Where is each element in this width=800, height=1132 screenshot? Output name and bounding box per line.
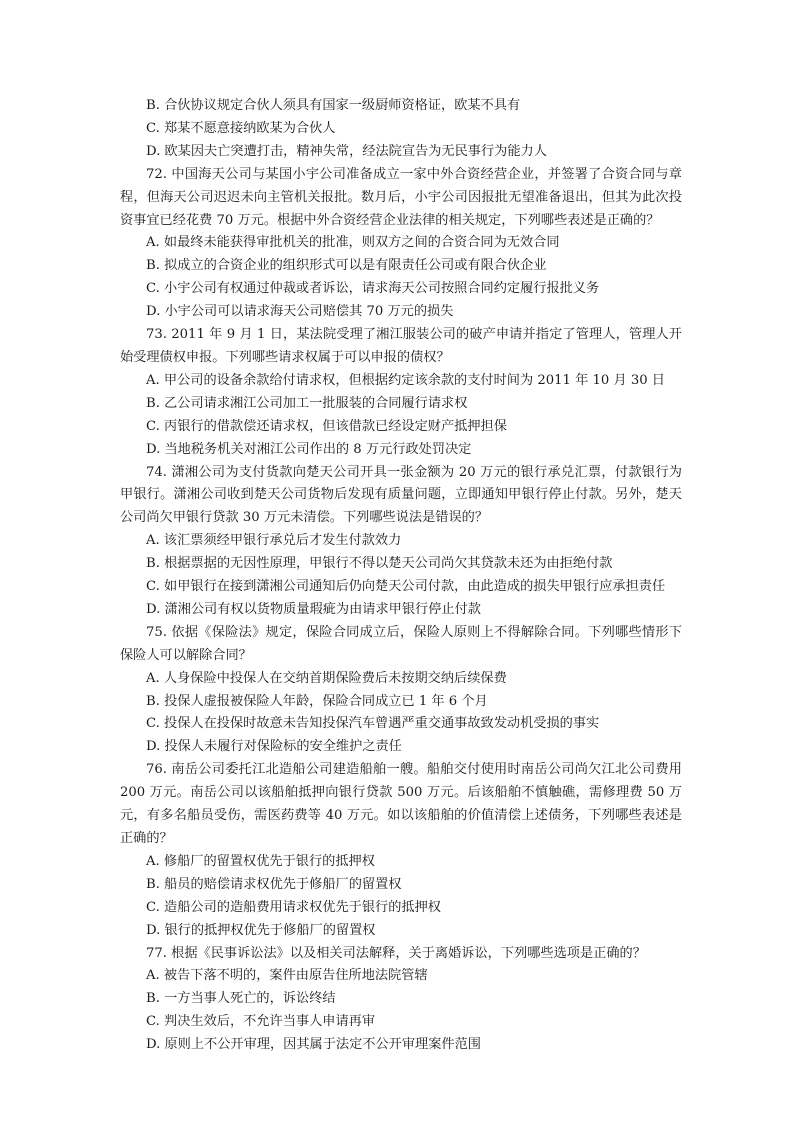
option-c: C. 小宇公司有权通过仲裁或者诉讼，请求海天公司按照合同约定履行报批义务: [146, 281, 600, 297]
option-c: C. 丙银行的借款偿还请求权，但该借款已经设定财产抵押担保: [146, 418, 507, 434]
option-a: A. 该汇票须经甲银行承兑后才发生付款效力: [146, 533, 402, 549]
exam-page: [120, 95, 682, 1057]
question-74: [120, 462, 682, 622]
option-b: B. 投保人虚报被保险人年龄，保险合同成立已 1 年 6 个月: [146, 693, 488, 709]
option-d: D. 当地税务机关对湘江公司作出的 8 万元行政处罚决定: [146, 441, 472, 457]
option-b: B. 船员的赔偿请求权优先于修船厂的留置权: [146, 876, 402, 892]
question-stem: 76. 南岳公司委托江北造船公司建造船舶一艘。船舶交付使用时南岳公司尚欠江北公司费用 200 万元。南岳公司以该船舶抵押向银行贷款 500 万元。后该船舶不慎触礁，需修理费 50 万元，有多名船员受伤，需医药费等 40 万元。如以该船舶的价值清偿上述债务，下列哪些表述是正确的？: [120, 762, 682, 846]
question-stem: 77. 根据《民事诉讼法》以及相关司法解释，关于离婚诉讼，下列哪些选项是正确的？: [146, 945, 646, 961]
question-stem: 72. 中国海天公司与某国小宇公司准备成立一家中外合资经营企业，并签署了合资合同与章程，但海天公司迟迟未向主管机关报批。数月后，小宇公司因报批无望准备退出，但其为此次投资事宜已经花费 70 万元。根据中外合资经营企业法律的相关规定，下列哪些表述是正确的？: [120, 166, 682, 228]
option-b: B. 拟成立的合资企业的组织形式可以是有限责任公司或有限合伙企业: [146, 258, 547, 274]
question-72: [120, 164, 682, 324]
option-b: B. 根据票据的无因性原理，甲银行不得以楚天公司尚欠其贷款未还为由拒绝付款: [146, 556, 613, 572]
option-c: C. 造船公司的造船费用请求权优先于银行的抵押权: [146, 899, 441, 915]
option-c: C. 判决生效后，不允许当事人申请再审: [146, 1014, 376, 1030]
option-c: C. 投保人在投保时故意未告知投保汽车曾遇严重交通事故致发动机受损的事实: [146, 716, 600, 732]
option-d: D. 银行的抵押权优先于修船厂的留置权: [146, 922, 376, 938]
option-b: B. 合伙协议规定合伙人须具有国家一级厨师资格证，欧某不具有: [146, 98, 521, 113]
question-77: [120, 943, 682, 1058]
question-stem: 75. 依据《保险法》规定，保险合同成立后，保险人原则上不得解除合同。下列哪些情形下保险人可以解除合同？: [120, 624, 682, 663]
option-a: A. 修船厂的留置权优先于银行的抵押权: [146, 853, 375, 869]
option-c: C. 郑某不愿意接纳欧某为合伙人: [146, 120, 336, 136]
question-stem: 73. 2011 年 9 月 1 日，某法院受理了湘江服装公司的破产申请并指定了管理人，管理人开始受理债权申报。下列哪些请求权属于可以申报的债权？: [120, 327, 682, 365]
option-a: A. 如最终未能获得审批机关的批准，则双方之间的合资合同为无效合同: [146, 235, 560, 251]
option-d: D. 小宇公司可以请求海天公司赔偿其 70 万元的损失: [146, 304, 454, 320]
option-b: B. 一方当事人死亡的，诉讼终结: [146, 991, 336, 1007]
option-d: D. 原则上不公开审理，因其属于法定不公开审理案件范围: [146, 1037, 481, 1053]
question-75: [120, 622, 682, 759]
option-a: A. 被告下落不明的，案件由原告住所地法院管辖: [146, 968, 428, 984]
option-b: B. 乙公司请求湘江公司加工一批服装的合同履行请求权: [146, 395, 468, 411]
option-c: C. 如甲银行在接到潇湘公司通知后仍向楚天公司付款，由此造成的损失甲银行应承担责任: [146, 579, 666, 595]
option-a: A. 甲公司的设备余款给付请求权，但根据约定该余款的支付时间为 2011 年 10 月 30 日: [146, 372, 665, 388]
option-d: D. 潇湘公司有权以货物质量瑕疵为由请求甲银行停止付款: [146, 601, 481, 617]
question-76: [120, 759, 682, 942]
question-stem: 74. 潇湘公司为支付货款向楚天公司开具一张金额为 20 万元的银行承兑汇票，付款银行为甲银行。潇湘公司收到楚天公司货物后发现有质量问题，立即通知甲银行停止付款。另外，楚天公司尚欠甲银行贷款 30 万元未清偿。下列哪些说法是错误的？: [120, 464, 682, 526]
option-a: A. 人身保险中投保人在交纳首期保险费后未按期交纳后续保费: [146, 670, 507, 686]
option-d: D. 欧某因夫亡突遭打击，精神失常，经法院宣告为无民事行为能力人: [146, 143, 547, 159]
question-73: [120, 324, 682, 461]
option-d: D. 投保人未履行对保险标的安全维护之责任: [146, 739, 402, 755]
